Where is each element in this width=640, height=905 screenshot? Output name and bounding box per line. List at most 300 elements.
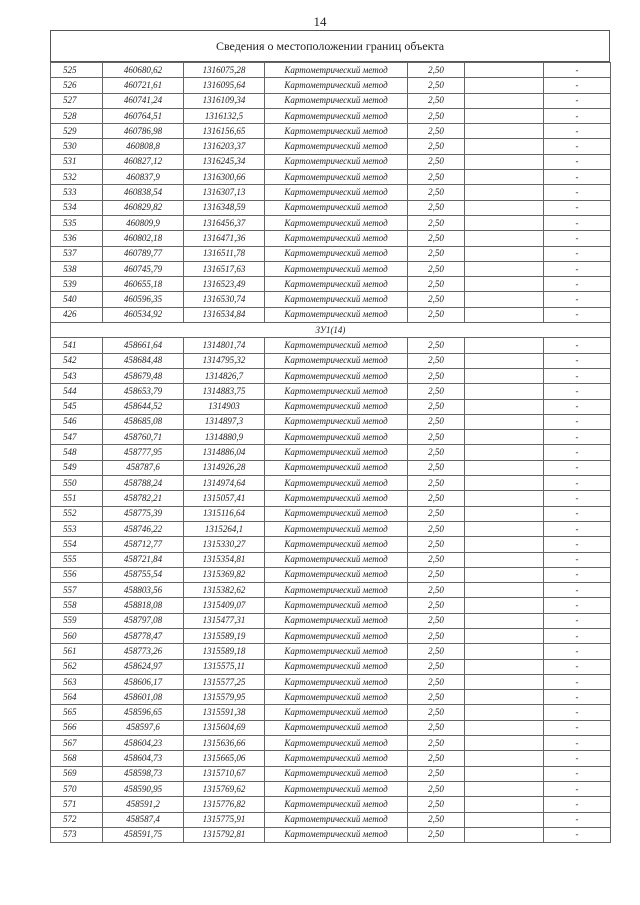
table-row (51, 78, 611, 93)
table-row (51, 781, 611, 796)
point-number-cell: 525 (51, 63, 103, 78)
method-cell: Картометрический метод (265, 674, 408, 689)
empty-cell (465, 445, 544, 460)
description-cell: - (544, 307, 611, 322)
y-coordinate-cell: 1316511,78 (184, 246, 265, 261)
point-number-cell: 526 (51, 78, 103, 93)
method-cell: Картометрический метод (265, 78, 408, 93)
description-cell: - (544, 674, 611, 689)
description-cell: - (544, 368, 611, 383)
description-cell: - (544, 430, 611, 445)
method-cell: Картометрический метод (265, 414, 408, 429)
description-cell: - (544, 705, 611, 720)
point-number-cell: 528 (51, 108, 103, 123)
method-cell: Картометрический метод (265, 246, 408, 261)
point-number-cell: 550 (51, 476, 103, 491)
x-coordinate-cell: 458777,95 (103, 445, 184, 460)
accuracy-cell: 2,50 (408, 368, 465, 383)
empty-cell (465, 63, 544, 78)
y-coordinate-cell: 1314880,9 (184, 430, 265, 445)
x-coordinate-cell: 460786,98 (103, 124, 184, 139)
accuracy-cell: 2,50 (408, 338, 465, 353)
x-coordinate-cell: 460655,18 (103, 277, 184, 292)
accuracy-cell: 2,50 (408, 170, 465, 185)
description-cell: - (544, 215, 611, 230)
section-label: ЗУ1(14) (51, 323, 611, 338)
table-row (51, 797, 611, 812)
method-cell: Картометрический метод (265, 353, 408, 368)
y-coordinate-cell: 1315579,95 (184, 690, 265, 705)
method-cell: Картометрический метод (265, 63, 408, 78)
y-coordinate-cell: 1315116,64 (184, 506, 265, 521)
y-coordinate-cell: 1316156,65 (184, 124, 265, 139)
y-coordinate-cell: 1315382,62 (184, 583, 265, 598)
description-cell: - (544, 414, 611, 429)
description-cell: - (544, 261, 611, 276)
empty-cell (465, 154, 544, 169)
x-coordinate-cell: 458604,73 (103, 751, 184, 766)
y-coordinate-cell: 1315589,19 (184, 628, 265, 643)
x-coordinate-cell: 458661,64 (103, 338, 184, 353)
table-row (51, 736, 611, 751)
description-cell: - (544, 827, 611, 842)
point-number-cell: 564 (51, 690, 103, 705)
accuracy-cell: 2,50 (408, 736, 465, 751)
description-cell: - (544, 384, 611, 399)
point-number-cell: 566 (51, 720, 103, 735)
method-cell: Картометрический метод (265, 583, 408, 598)
method-cell: Картометрический метод (265, 644, 408, 659)
empty-cell (465, 108, 544, 123)
table-row (51, 644, 611, 659)
table-row (51, 414, 611, 429)
point-number-cell: 547 (51, 430, 103, 445)
empty-cell (465, 460, 544, 475)
description-cell: - (544, 185, 611, 200)
empty-cell (465, 797, 544, 812)
point-number-cell: 539 (51, 277, 103, 292)
empty-cell (465, 185, 544, 200)
accuracy-cell: 2,50 (408, 93, 465, 108)
empty-cell (465, 399, 544, 414)
empty-cell (465, 261, 544, 276)
y-coordinate-cell: 1316456,37 (184, 215, 265, 230)
table-row (51, 215, 611, 230)
x-coordinate-cell: 460741,24 (103, 93, 184, 108)
x-coordinate-cell: 458787,6 (103, 460, 184, 475)
method-cell: Картометрический метод (265, 460, 408, 475)
y-coordinate-cell: 1315591,38 (184, 705, 265, 720)
x-coordinate-cell: 458775,39 (103, 506, 184, 521)
description-cell: - (544, 200, 611, 215)
x-coordinate-cell: 458760,71 (103, 430, 184, 445)
x-coordinate-cell: 458684,48 (103, 353, 184, 368)
empty-cell (465, 598, 544, 613)
description-cell: - (544, 231, 611, 246)
accuracy-cell: 2,50 (408, 720, 465, 735)
x-coordinate-cell: 458587,4 (103, 812, 184, 827)
y-coordinate-cell: 1314886,04 (184, 445, 265, 460)
point-number-cell: 562 (51, 659, 103, 674)
x-coordinate-cell: 460764,51 (103, 108, 184, 123)
method-cell: Картометрический метод (265, 506, 408, 521)
accuracy-cell: 2,50 (408, 537, 465, 552)
point-number-cell: 557 (51, 583, 103, 598)
method-cell: Картометрический метод (265, 170, 408, 185)
y-coordinate-cell: 1315775,91 (184, 812, 265, 827)
x-coordinate-cell: 460829,82 (103, 200, 184, 215)
table-row (51, 827, 611, 842)
y-coordinate-cell: 1315369,82 (184, 567, 265, 582)
x-coordinate-cell: 458746,22 (103, 521, 184, 536)
description-cell: - (544, 353, 611, 368)
point-number-cell: 572 (51, 812, 103, 827)
x-coordinate-cell: 460838,54 (103, 185, 184, 200)
empty-cell (465, 491, 544, 506)
table-row (51, 598, 611, 613)
accuracy-cell: 2,50 (408, 644, 465, 659)
boundary-table-container (50, 30, 610, 843)
x-coordinate-cell: 458782,21 (103, 491, 184, 506)
table-row (51, 613, 611, 628)
description-cell: - (544, 766, 611, 781)
empty-cell (465, 766, 544, 781)
y-coordinate-cell: 1316075,28 (184, 63, 265, 78)
y-coordinate-cell: 1316534,84 (184, 307, 265, 322)
table-row (51, 231, 611, 246)
empty-cell (465, 338, 544, 353)
accuracy-cell: 2,50 (408, 659, 465, 674)
x-coordinate-cell: 460837,9 (103, 170, 184, 185)
point-number-cell: 533 (51, 185, 103, 200)
description-cell: - (544, 292, 611, 307)
description-cell: - (544, 797, 611, 812)
table-row (51, 63, 611, 78)
method-cell: Картометрический метод (265, 751, 408, 766)
y-coordinate-cell: 1315577,25 (184, 674, 265, 689)
method-cell: Картометрический метод (265, 537, 408, 552)
point-number-cell: 570 (51, 781, 103, 796)
x-coordinate-cell: 458598,73 (103, 766, 184, 781)
accuracy-cell: 2,50 (408, 139, 465, 154)
y-coordinate-cell: 1316245,34 (184, 154, 265, 169)
table-row (51, 399, 611, 414)
x-coordinate-cell: 458755,54 (103, 567, 184, 582)
point-number-cell: 568 (51, 751, 103, 766)
description-cell: - (544, 613, 611, 628)
x-coordinate-cell: 458591,2 (103, 797, 184, 812)
method-cell: Картометрический метод (265, 338, 408, 353)
x-coordinate-cell: 460789,77 (103, 246, 184, 261)
point-number-cell: 551 (51, 491, 103, 506)
method-cell: Картометрический метод (265, 445, 408, 460)
point-number-cell: 563 (51, 674, 103, 689)
point-number-cell: 532 (51, 170, 103, 185)
accuracy-cell: 2,50 (408, 827, 465, 842)
description-cell: - (544, 690, 611, 705)
description-cell: - (544, 78, 611, 93)
y-coordinate-cell: 1314795,32 (184, 353, 265, 368)
empty-cell (465, 827, 544, 842)
table-row (51, 659, 611, 674)
x-coordinate-cell: 458679,48 (103, 368, 184, 383)
y-coordinate-cell: 1316132,5 (184, 108, 265, 123)
table-row (51, 476, 611, 491)
method-cell: Картометрический метод (265, 613, 408, 628)
x-coordinate-cell: 460802,18 (103, 231, 184, 246)
description-cell: - (544, 445, 611, 460)
point-number-cell: 546 (51, 414, 103, 429)
y-coordinate-cell: 1315057,41 (184, 491, 265, 506)
empty-cell (465, 644, 544, 659)
accuracy-cell: 2,50 (408, 384, 465, 399)
table-row (51, 108, 611, 123)
description-cell: - (544, 521, 611, 536)
x-coordinate-cell: 458591,75 (103, 827, 184, 842)
point-number-cell: 555 (51, 552, 103, 567)
accuracy-cell: 2,50 (408, 613, 465, 628)
table-row (51, 705, 611, 720)
empty-cell (465, 628, 544, 643)
x-coordinate-cell: 458596,65 (103, 705, 184, 720)
point-number-cell: 541 (51, 338, 103, 353)
accuracy-cell: 2,50 (408, 108, 465, 123)
point-number-cell: 530 (51, 139, 103, 154)
table-row (51, 766, 611, 781)
y-coordinate-cell: 1316095,64 (184, 78, 265, 93)
description-cell: - (544, 139, 611, 154)
point-number-cell: 561 (51, 644, 103, 659)
y-coordinate-cell: 1314801,74 (184, 338, 265, 353)
x-coordinate-cell: 458685,08 (103, 414, 184, 429)
x-coordinate-cell: 458653,79 (103, 384, 184, 399)
accuracy-cell: 2,50 (408, 476, 465, 491)
table-row (51, 368, 611, 383)
x-coordinate-cell: 458803,56 (103, 583, 184, 598)
accuracy-cell: 2,50 (408, 307, 465, 322)
empty-cell (465, 430, 544, 445)
y-coordinate-cell: 1315330,27 (184, 537, 265, 552)
table-row (51, 674, 611, 689)
y-coordinate-cell: 1316307,13 (184, 185, 265, 200)
empty-cell (465, 567, 544, 582)
method-cell: Картометрический метод (265, 139, 408, 154)
y-coordinate-cell: 1316203,37 (184, 139, 265, 154)
empty-cell (465, 292, 544, 307)
description-cell: - (544, 476, 611, 491)
x-coordinate-cell: 458606,17 (103, 674, 184, 689)
empty-cell (465, 231, 544, 246)
description-cell: - (544, 124, 611, 139)
method-cell: Картометрический метод (265, 690, 408, 705)
table-row (51, 628, 611, 643)
table-row (51, 185, 611, 200)
table-row (51, 246, 611, 261)
table-row (51, 690, 611, 705)
accuracy-cell: 2,50 (408, 124, 465, 139)
empty-cell (465, 93, 544, 108)
point-number-cell: 560 (51, 628, 103, 643)
description-cell: - (544, 659, 611, 674)
empty-cell (465, 353, 544, 368)
empty-cell (465, 384, 544, 399)
y-coordinate-cell: 1316471,36 (184, 231, 265, 246)
x-coordinate-cell: 460680,62 (103, 63, 184, 78)
empty-cell (465, 414, 544, 429)
method-cell: Картометрический метод (265, 736, 408, 751)
x-coordinate-cell: 458644,52 (103, 399, 184, 414)
point-number-cell: 556 (51, 567, 103, 582)
y-coordinate-cell: 1315636,66 (184, 736, 265, 751)
description-cell: - (544, 63, 611, 78)
table-row (51, 384, 611, 399)
empty-cell (465, 476, 544, 491)
accuracy-cell: 2,50 (408, 277, 465, 292)
y-coordinate-cell: 1314903 (184, 399, 265, 414)
empty-cell (465, 506, 544, 521)
method-cell: Картометрический метод (265, 368, 408, 383)
accuracy-cell: 2,50 (408, 430, 465, 445)
point-number-cell: 565 (51, 705, 103, 720)
description-cell: - (544, 460, 611, 475)
table-row (51, 353, 611, 368)
description-cell: - (544, 720, 611, 735)
y-coordinate-cell: 1316348,59 (184, 200, 265, 215)
description-cell: - (544, 552, 611, 567)
table-row (51, 583, 611, 598)
method-cell: Картометрический метод (265, 108, 408, 123)
method-cell: Картометрический метод (265, 827, 408, 842)
method-cell: Картометрический метод (265, 797, 408, 812)
point-number-cell: 540 (51, 292, 103, 307)
method-cell: Картометрический метод (265, 812, 408, 827)
x-coordinate-cell: 458797,08 (103, 613, 184, 628)
method-cell: Картометрический метод (265, 598, 408, 613)
method-cell: Картометрический метод (265, 705, 408, 720)
x-coordinate-cell: 458597,6 (103, 720, 184, 735)
y-coordinate-cell: 1316109,34 (184, 93, 265, 108)
method-cell: Картометрический метод (265, 430, 408, 445)
table-row (51, 93, 611, 108)
point-number-cell: 542 (51, 353, 103, 368)
description-cell: - (544, 154, 611, 169)
accuracy-cell: 2,50 (408, 705, 465, 720)
point-number-cell: 545 (51, 399, 103, 414)
description-cell: - (544, 277, 611, 292)
point-number-cell: 544 (51, 384, 103, 399)
method-cell: Картометрический метод (265, 231, 408, 246)
point-number-cell: 538 (51, 261, 103, 276)
empty-cell (465, 246, 544, 261)
method-cell: Картометрический метод (265, 567, 408, 582)
empty-cell (465, 368, 544, 383)
description-cell: - (544, 628, 611, 643)
accuracy-cell: 2,50 (408, 460, 465, 475)
empty-cell (465, 751, 544, 766)
method-cell: Картометрический метод (265, 521, 408, 536)
y-coordinate-cell: 1314897,3 (184, 414, 265, 429)
accuracy-cell: 2,50 (408, 812, 465, 827)
description-cell: - (544, 491, 611, 506)
accuracy-cell: 2,50 (408, 414, 465, 429)
table-row (51, 460, 611, 475)
description-cell: - (544, 93, 611, 108)
accuracy-cell: 2,50 (408, 78, 465, 93)
description-cell: - (544, 644, 611, 659)
empty-cell (465, 277, 544, 292)
method-cell: Картометрический метод (265, 399, 408, 414)
empty-cell (465, 736, 544, 751)
accuracy-cell: 2,50 (408, 552, 465, 567)
y-coordinate-cell: 1314974,64 (184, 476, 265, 491)
x-coordinate-cell: 458773,26 (103, 644, 184, 659)
table-row (51, 261, 611, 276)
empty-cell (465, 139, 544, 154)
point-number-cell: 573 (51, 827, 103, 842)
point-number-cell: 569 (51, 766, 103, 781)
description-cell: - (544, 537, 611, 552)
description-cell: - (544, 246, 611, 261)
y-coordinate-cell: 1315776,82 (184, 797, 265, 812)
y-coordinate-cell: 1316517,63 (184, 261, 265, 276)
y-coordinate-cell: 1316300,66 (184, 170, 265, 185)
empty-cell (465, 812, 544, 827)
point-number-cell: 552 (51, 506, 103, 521)
point-number-cell: 567 (51, 736, 103, 751)
accuracy-cell: 2,50 (408, 766, 465, 781)
section-header-row (51, 323, 611, 338)
accuracy-cell: 2,50 (408, 154, 465, 169)
accuracy-cell: 2,50 (408, 506, 465, 521)
table-row (51, 812, 611, 827)
description-cell: - (544, 567, 611, 582)
method-cell: Картометрический метод (265, 476, 408, 491)
method-cell: Картометрический метод (265, 781, 408, 796)
empty-cell (465, 613, 544, 628)
description-cell: - (544, 170, 611, 185)
accuracy-cell: 2,50 (408, 521, 465, 536)
method-cell: Картометрический метод (265, 93, 408, 108)
method-cell: Картометрический метод (265, 200, 408, 215)
description-cell: - (544, 399, 611, 414)
method-cell: Картометрический метод (265, 154, 408, 169)
accuracy-cell: 2,50 (408, 567, 465, 582)
y-coordinate-cell: 1315575,11 (184, 659, 265, 674)
table-row (51, 200, 611, 215)
accuracy-cell: 2,50 (408, 674, 465, 689)
x-coordinate-cell: 458712,77 (103, 537, 184, 552)
method-cell: Картометрический метод (265, 261, 408, 276)
y-coordinate-cell: 1316523,49 (184, 277, 265, 292)
table-row (51, 567, 611, 582)
description-cell: - (544, 506, 611, 521)
method-cell: Картометрический метод (265, 277, 408, 292)
accuracy-cell: 2,50 (408, 797, 465, 812)
x-coordinate-cell: 458788,24 (103, 476, 184, 491)
method-cell: Картометрический метод (265, 124, 408, 139)
description-cell: - (544, 108, 611, 123)
y-coordinate-cell: 1315769,62 (184, 781, 265, 796)
description-cell: - (544, 338, 611, 353)
method-cell: Картометрический метод (265, 185, 408, 200)
table-row (51, 537, 611, 552)
point-number-cell: 535 (51, 215, 103, 230)
x-coordinate-cell: 460808,8 (103, 139, 184, 154)
table-body-part-2 (51, 338, 611, 843)
description-cell: - (544, 781, 611, 796)
accuracy-cell: 2,50 (408, 261, 465, 276)
method-cell: Картометрический метод (265, 292, 408, 307)
